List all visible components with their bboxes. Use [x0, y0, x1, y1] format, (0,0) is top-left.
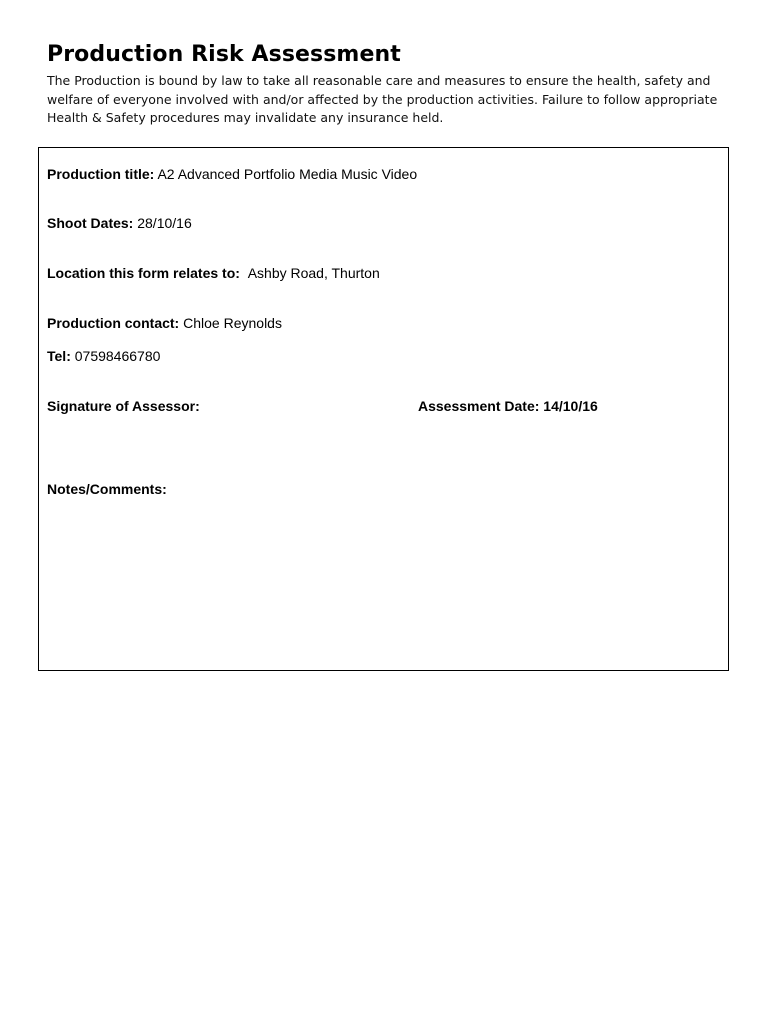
tel-label: Tel: — [47, 348, 71, 364]
assessment-date-field — [418, 397, 598, 415]
tel-value: 07598466780 — [74, 348, 161, 364]
assessment-date-value: 14/10/16 — [543, 398, 598, 414]
notes-label: Notes/Comments: — [47, 481, 167, 497]
shoot-dates-value: 28/10/16 — [137, 215, 192, 231]
tel-field — [47, 347, 160, 365]
shoot-dates-field — [47, 214, 192, 232]
shoot-dates-label: Shoot Dates: — [47, 215, 134, 231]
location-value: Ashby Road, Thurton — [247, 265, 380, 281]
page-title: Production Risk Assessment — [47, 42, 401, 67]
production-title-value: A2 Advanced Portfolio Media Music Video — [157, 166, 418, 182]
production-contact-label: Production contact: — [47, 315, 180, 331]
signature-field — [47, 397, 200, 415]
production-title-field — [47, 165, 417, 183]
signature-label: Signature of Assessor: — [47, 398, 200, 414]
assessment-date-label: Assessment Date: — [418, 398, 540, 414]
production-title-label: Production title: — [47, 166, 155, 182]
assessment-form-box — [38, 147, 729, 671]
location-label: Location this form relates to: — [47, 265, 240, 281]
location-field — [47, 264, 380, 282]
intro-paragraph: The Production is bound by law to take all reasonable care and measures to ensure the health, safety and welfare of everyone involved with and/or affected by the production activities. Failure to follow appropriate Health & Safety procedures may invalidate any insurance held. — [47, 73, 718, 125]
notes-field — [47, 480, 167, 498]
production-contact-field — [47, 314, 282, 332]
production-contact-value: Chloe Reynolds — [183, 315, 282, 331]
